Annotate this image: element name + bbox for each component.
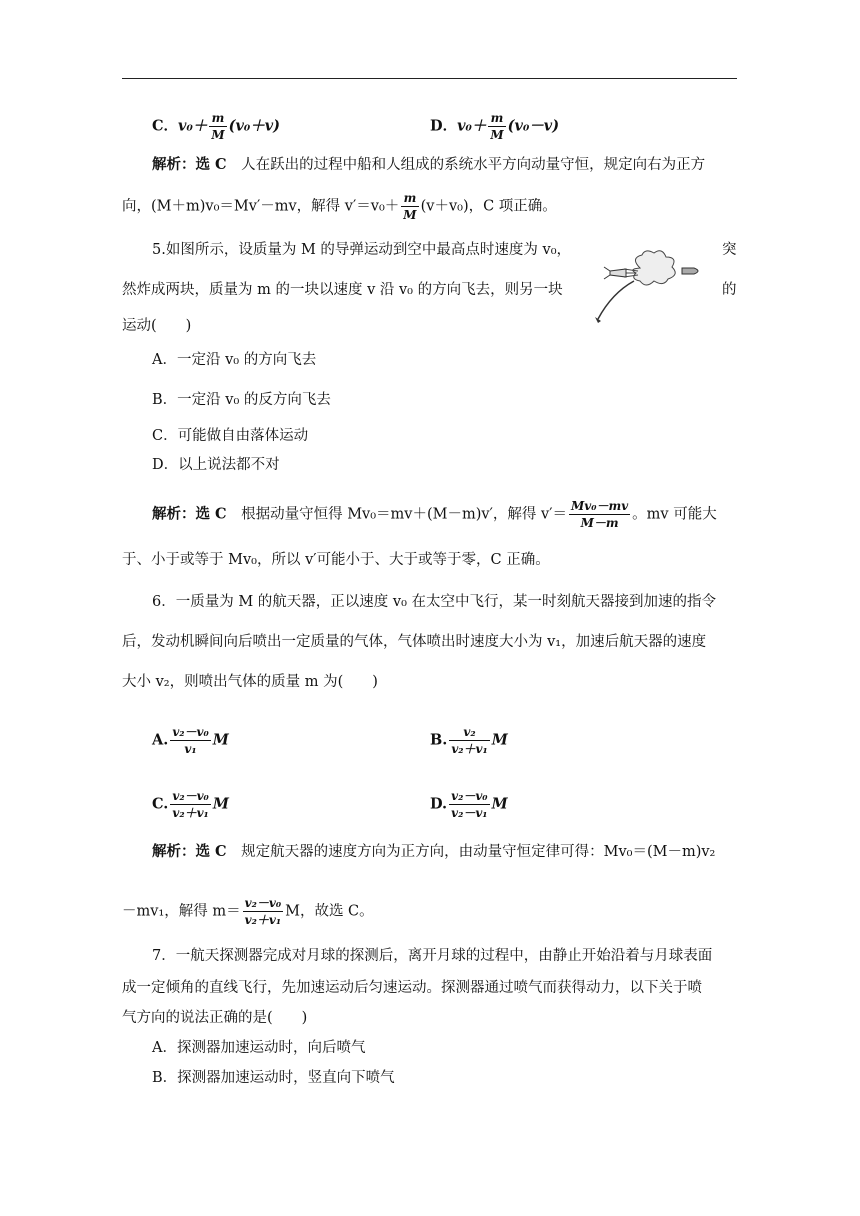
q5-option-a: A．一定沿 v₀ 的方向飞去 (152, 352, 317, 368)
q7-stem-line3: 气方向的说法正确的是( ) (122, 1010, 308, 1026)
q6-stem-line3: 大小 v₂，则喷出气体的质量 m 为( ) (122, 674, 378, 690)
q5-solution-line2: 于、小于或等于 Mv₀，所以 v′可能小于、大于或等于零，C 正确。 (122, 552, 550, 568)
q5-option-b: B．一定沿 v₀ 的反方向飞去 (152, 392, 331, 408)
missile-explosion-figure (590, 243, 710, 323)
q6-solution-line2: －mv₁，解得 m＝ $\frac{\text{v₂－v₀}}{\text{v₂＋v₁}}$ M，故选 C。 (122, 896, 374, 927)
q5-solution-line1: 解析：选 C 根据动量守恒得 Mv₀＝mv＋(M－m)v′，解得 v′＝ $\frac{\text{Mv₀－mv}}{M-m}$ 。mv 可能大 (152, 499, 717, 530)
q7-option-a: A．探测器加速运动时，向后喷气 (152, 1040, 366, 1056)
q6-option-c: C. $\frac{\text{v₂－v₀}}{\text{v₂＋v₁}}$ M (152, 789, 229, 820)
q4-solution-line1: 解析：选 C 人在跃出的过程中船和人组成的系统水平方向动量守恒，规定向右为正方 (152, 156, 706, 173)
q6-solution-line1: 解析：选 C 规定航天器的速度方向为正方向，由动量守恒定律可得：Mv₀＝(M－m)v₂ (152, 843, 716, 860)
q5-stem-line2-end: 的 (722, 282, 737, 298)
q4-option-d: D．v₀＋ $\frac{m}{M}$ (v₀－v) (430, 111, 560, 142)
q5-stem-line1-end: 突 (722, 242, 737, 258)
q5-option-c: C．可能做自由落体运动 (152, 428, 309, 444)
q6-stem-line1: 6．一质量为 M 的航天器，正以速度 v₀ 在太空中飞行，某一时刻航天器接到加速的指令 (152, 594, 717, 610)
q7-stem-line1: 7．一航天探测器完成对月球的探测后，离开月球的过程中，由静止开始沿着与月球表面 (152, 948, 713, 964)
q7-option-b: B．探测器加速运动时，竖直向下喷气 (152, 1070, 395, 1086)
q5-stem-line1: 5.如图所示，设质量为 M 的导弹运动到空中最高点时速度为 v₀， (152, 242, 572, 258)
q4-solution-line2: 向，(M＋m)v₀＝Mv′－mv，解得 v′＝v₀＋ $\frac{m}{M}$ (v＋v₀)，C 项正确。 (122, 191, 557, 222)
q4-option-c: C．v₀＋ $\frac{m}{M}$ (v₀＋v) (152, 111, 281, 142)
header-rule (122, 78, 737, 79)
q6-option-a: A. $\frac{\text{v₂－v₀}}{\text{v₁}}$ M (152, 725, 229, 756)
q5-option-d: D．以上说法都不对 (152, 457, 280, 473)
q6-option-b: B. $\frac{\text{v₂}}{\text{v₂＋v₁}}$ M (430, 725, 508, 756)
q5-stem-line3: 运动( ) (122, 318, 192, 334)
q5-stem-line2: 然炸成两块，质量为 m 的一块以速度 v 沿 v₀ 的方向飞去，则另一块 (122, 282, 563, 298)
q7-stem-line2: 成一定倾角的直线飞行，先加速运动后匀速运动。探测器通过喷气而获得动力，以下关于喷 (122, 980, 702, 996)
q6-stem-line2: 后，发动机瞬间向后喷出一定质量的气体，气体喷出时速度大小为 v₁，加速后航天器的速度 (122, 634, 707, 650)
q6-option-d: D. $\frac{\text{v₂－v₀}}{\text{v₂－v₁}}$ M (430, 789, 508, 820)
